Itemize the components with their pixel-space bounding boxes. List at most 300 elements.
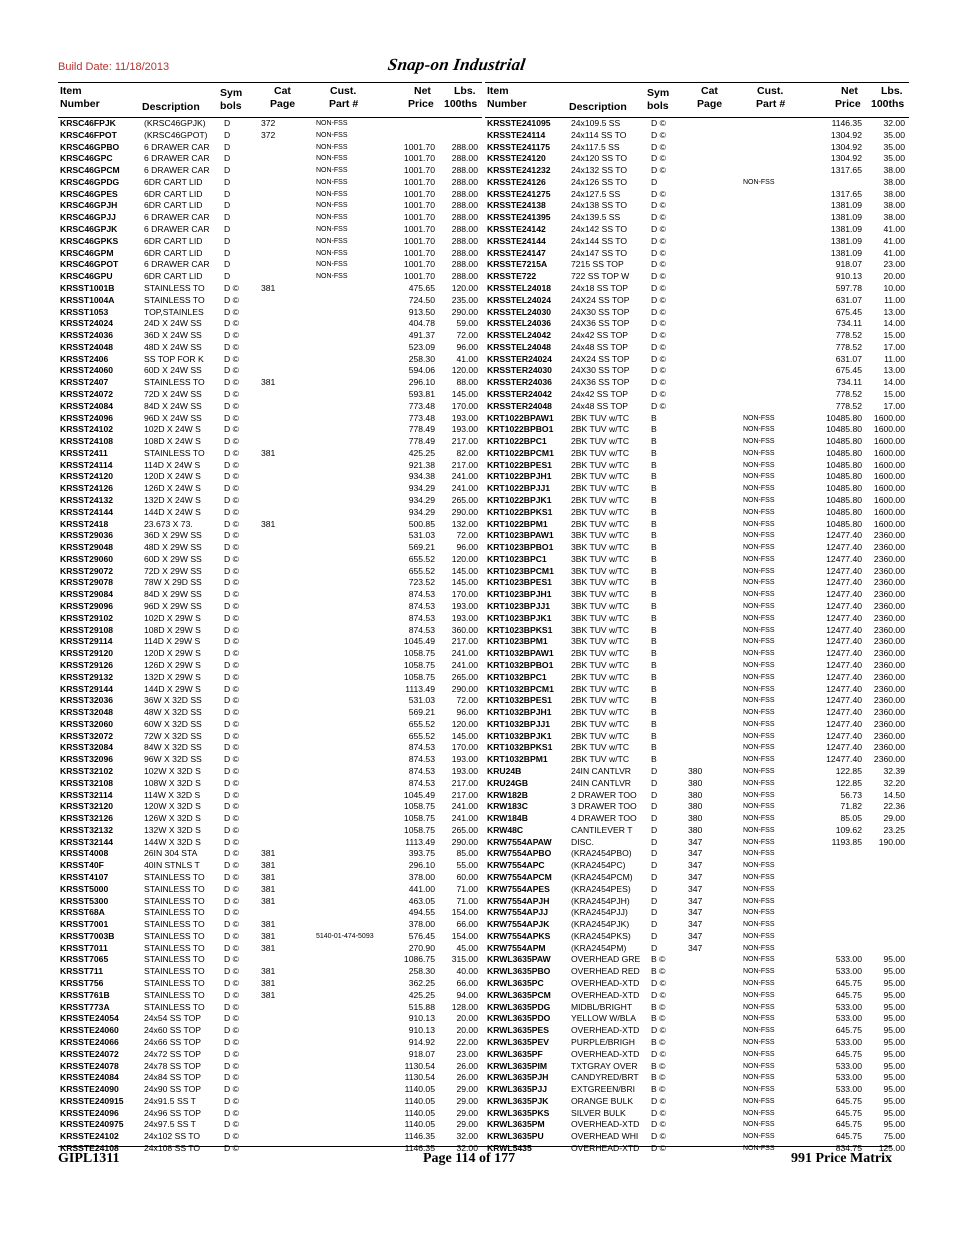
item-number-cell: KRSST7001 [60,919,109,930]
description-cell: 26IN 304 STA [144,848,198,859]
table-row [58,966,482,978]
description-cell: 108D X 24W S [144,436,201,447]
symbols-cell: D © [224,1107,239,1118]
symbols-cell: B [651,459,657,470]
description-cell: 60D X 29W SS [144,553,202,564]
item-number-cell: KRSST2411 [60,447,108,458]
table-row [58,295,482,307]
symbols-cell: D [224,129,231,140]
symbols-cell: D © [651,377,666,388]
symbols-cell: D © [224,471,239,482]
weight-lbs-cell: 1600.00 [873,518,905,529]
item-number-cell: KRSST1053 [60,306,109,317]
symbols-cell: D © [224,282,239,293]
symbols-cell: D © [224,695,239,706]
item-number-cell: KRT1032BPC1 [487,671,547,682]
table-row [485,530,909,542]
symbols-cell: D © [651,212,666,223]
weight-lbs-cell: 193.00 [451,754,478,765]
symbols-cell: B [651,659,657,670]
item-number-cell: KRSSTE24120 [487,153,546,164]
description-cell: STAINLESS TO [144,294,205,305]
item-number-cell: KRSST32108 [60,777,114,788]
description-cell: 48D X 24W SS [144,341,202,352]
item-number-cell: KRSST756 [60,978,104,989]
table-row [485,1049,909,1061]
table-row [485,577,909,589]
net-price-cell: 1058.75 [403,659,435,670]
symbols-cell: D © [224,577,239,588]
header-net-bottom: Price [408,98,434,110]
description-cell: DISC. [571,836,594,847]
table-row [58,1131,482,1143]
net-price-cell: 12477.40 [826,565,862,576]
table-row [485,931,909,943]
weight-lbs-cell: 85.00 [456,848,478,859]
description-cell: 144W X 32D S [144,836,201,847]
item-number-cell: KRSST32114 [60,789,113,800]
customer-part-cell: NON-FSS [316,120,348,127]
description-cell: STAINLESS TO [144,872,205,882]
build-date: Build Date: 11/18/2013 [58,61,170,73]
net-price-cell: 1140.05 [404,1084,435,1095]
customer-part-cell: NON-FSS [743,1050,775,1058]
customer-part-cell: NON-FSS [743,850,775,858]
item-number-cell: KRSC46GPJK [60,224,118,235]
customer-part-cell: NON-FSS [316,143,348,151]
symbols-cell: D © [651,1095,666,1106]
description-cell: 120W X 32D S [144,801,201,812]
table-row [485,1131,909,1143]
item-number-cell: KRT1022BPKS1 [487,506,553,517]
symbols-cell: D © [224,636,239,647]
table-row [58,236,482,248]
weight-lbs-cell: 22.36 [883,801,905,812]
table-row [485,613,909,625]
table-row [58,742,482,754]
table-row [485,1025,909,1037]
net-price-cell: 500.85 [408,518,435,529]
weight-lbs-cell: 145.00 [451,565,478,576]
description-cell: 6 DRAWER CAR [144,141,210,152]
symbols-cell: B [651,436,657,447]
item-number-cell: KRSST24132 [60,495,114,505]
weight-lbs-cell: 288.00 [451,212,478,223]
weight-lbs-cell: 2360.00 [873,553,905,564]
item-number-cell: KRWL3635PU [487,1131,544,1142]
table-row [58,825,482,837]
net-price-cell: 10485.80 [826,506,862,517]
net-price-cell: 910.13 [408,1013,435,1024]
catalog-page-cell: 381 [261,860,276,871]
table-row [485,153,909,165]
weight-lbs-cell: 193.00 [451,424,478,435]
net-price-cell: 934.29 [408,506,435,517]
left-rows [58,118,482,1155]
table-row [58,542,482,554]
item-number-cell: KRSSTEL24036 [487,318,552,329]
weight-lbs-cell: 241.00 [451,659,478,670]
customer-part-cell: NON-FSS [743,756,775,764]
table-row [485,1037,909,1049]
description-cell: 72W X 32D SS [144,730,202,741]
customer-part-cell: NON-FSS [743,1038,775,1046]
item-number-cell: KRT1032BPBO1 [487,659,554,670]
item-number-cell: KRSSTE24114 [487,129,546,140]
table-row [58,566,482,578]
weight-lbs-cell: 95.00 [883,1013,905,1024]
table-row [485,896,909,908]
net-price-cell: 918.07 [408,1048,435,1059]
item-number-cell: KRSC46GPOT [60,259,119,270]
weight-lbs-cell: 2360.00 [873,577,905,588]
weight-lbs-cell: 72.00 [456,330,478,341]
net-price-cell: 475.65 [408,282,435,293]
item-number-cell: KRT1023BPAW1 [487,530,554,541]
weight-lbs-cell: 1600.00 [873,412,905,423]
weight-lbs-cell: 14.00 [883,377,905,388]
table-row [58,530,482,542]
weight-lbs-cell: 1600.00 [873,483,905,494]
description-cell: 24X30 SS TOP [571,306,630,317]
customer-part-cell: NON-FSS [743,720,775,728]
net-price-cell: 531.03 [408,695,435,706]
table-row [485,943,909,955]
header-cust-top: Cust. [330,85,357,97]
symbols-cell: D © [651,1025,666,1036]
weight-lbs-cell: 2360.00 [873,707,905,718]
symbols-cell: B [651,754,657,765]
header-sym-top: Sym [220,87,243,99]
table-row [485,1084,909,1096]
weight-lbs-cell: 241.00 [451,483,478,494]
weight-lbs-cell: 2360.00 [873,718,905,729]
symbols-cell: D © [224,801,239,812]
symbols-cell: D © [224,848,239,859]
symbols-cell: D [651,930,658,941]
net-price-cell: 122.85 [835,777,862,788]
weight-lbs-cell: 241.00 [451,813,478,824]
description-cell: 84D X 29W SS [144,589,202,600]
weight-lbs-cell: 1600.00 [873,506,905,517]
symbols-cell: D © [224,601,239,612]
table-row [485,978,909,990]
description-cell: 24x120 SS TO [571,153,628,164]
table-row [58,483,482,495]
weight-lbs-cell: 217.00 [451,636,478,647]
table-row [58,943,482,955]
symbols-cell: B [651,518,657,529]
weight-lbs-cell: 2360.00 [873,695,905,706]
table-row [485,283,909,295]
description-cell: 126D X 29W S [144,659,201,670]
net-price-cell: 1317.65 [830,188,862,199]
net-price-cell: 918.07 [835,259,862,270]
description-cell: 24x48 SS TOP [571,341,629,352]
net-price-cell: 593.81 [408,388,435,399]
item-number-cell: KRT1022BPJK1 [487,495,552,505]
item-number-cell: KRSST32060 [60,718,114,729]
symbols-cell: D © [224,671,239,682]
description-cell: 2BK TUV w/TC [571,742,630,753]
item-number-cell: KRSSTEL24030 [487,306,552,317]
symbols-cell: D © [651,235,666,246]
table-row [58,1072,482,1084]
item-number-cell: KRSSTE241275 [487,188,551,199]
item-number-cell: KRT1023BPJJ1 [487,601,551,612]
net-price-cell: 258.30 [408,966,435,977]
item-number-cell: KRSSTEL24042 [487,330,552,341]
net-price-cell: 12477.40 [826,624,862,635]
item-number-cell: KRW7554APAW [487,836,552,847]
net-price-cell: 12477.40 [826,659,862,670]
symbols-cell: B [651,483,657,494]
symbols-cell: D © [224,1131,239,1142]
item-number-cell: KRT1022BPES1 [487,459,552,470]
table-row [485,731,909,743]
customer-part-cell: NON-FSS [316,249,348,257]
symbols-cell: D [651,872,658,882]
table-row [58,577,482,589]
net-price-cell: 934.38 [408,471,435,482]
weight-lbs-cell: 2360.00 [873,624,905,635]
symbols-cell: D [224,188,231,199]
description-cell: 24x66 SS TOP [144,1036,202,1047]
description-cell: 102W X 32D S [144,765,201,776]
header-description: Description [569,101,627,113]
item-number-cell: KRSST2407 [60,377,109,388]
symbols-cell: B [651,742,657,753]
table-row [485,848,909,860]
item-number-cell: KRSST24024 [60,318,114,329]
table-row [58,165,482,177]
description-cell: 144D X 29W S [144,683,201,694]
table-row [58,1108,482,1120]
weight-lbs-cell: 288.00 [451,188,478,199]
net-price-cell: 12477.40 [826,754,862,765]
table-row [58,118,482,130]
item-number-cell: KRSSTE241095 [487,118,551,128]
customer-part-cell: NON-FSS [743,732,775,740]
header-lbs-bottom: 100ths [444,98,478,110]
net-price-cell: 71.82 [840,801,862,812]
table-row [485,601,909,613]
symbols-cell: D [224,224,231,235]
symbols-cell: B [651,412,657,423]
weight-lbs-cell: 41.00 [883,224,905,235]
description-cell: 6 DRAWER CAR [144,212,210,223]
net-price-cell: 1193.85 [831,836,862,847]
table-row [58,801,482,813]
net-price-cell: 874.53 [408,742,435,753]
table-row [58,1037,482,1049]
symbols-cell: D © [224,789,239,800]
item-number-cell: KRSC46FPJK [60,118,116,128]
item-number-cell: KRSSTE24142 [487,224,546,235]
item-number-cell: KRSST32132 [60,824,114,835]
net-price-cell: 1058.75 [403,671,435,682]
table-row [485,625,909,637]
net-price-cell: 296.10 [408,377,435,388]
weight-lbs-cell: 217.00 [451,789,478,800]
description-cell: YELLOW W/BLA [571,1013,636,1024]
symbols-cell: D © [224,459,239,470]
item-number-cell: KRW7554APJH [487,895,550,906]
description-cell: 24x42 SS TOP [571,388,629,399]
weight-lbs-cell: 2360.00 [873,754,905,765]
customer-part-cell: NON-FSS [743,461,775,469]
item-number-cell: KRT1023BPJK1 [487,612,552,623]
symbols-cell: D © [224,530,239,541]
net-price-cell: 655.52 [408,730,435,741]
item-number-cell: KRSST24084 [60,400,114,411]
item-number-cell: KRSST24096 [60,412,114,423]
weight-lbs-cell: 145.00 [451,577,478,588]
net-price-cell: 12477.40 [826,636,862,647]
symbols-cell: D © [651,306,666,317]
weight-lbs-cell: 154.00 [451,907,478,918]
catalog-page-cell: 381 [261,848,276,859]
net-price-cell: 569.21 [408,707,435,718]
table-row [485,342,909,354]
net-price-cell: 675.45 [835,306,862,317]
table-row [58,401,482,413]
net-price-cell: 441.00 [408,883,435,894]
table-row [485,754,909,766]
weight-lbs-cell: 72.00 [456,530,478,541]
item-number-cell: KRSST32120 [60,801,114,812]
description-cell: 3BK TUV w/TC [571,565,630,576]
table-row [485,589,909,601]
table-row [58,271,482,283]
net-price-cell: 1113.49 [405,683,435,694]
item-number-cell: KRSC46GPJH [60,200,118,211]
right-rows [485,118,909,1155]
description-cell: 132D X 24W S [144,495,201,505]
customer-part-cell: NON-FSS [743,426,775,434]
weight-lbs-cell: 40.00 [456,966,478,977]
description-cell: 2BK TUV w/TC [571,648,630,659]
weight-lbs-cell: 235.00 [451,294,478,305]
net-price-cell: 631.07 [835,294,862,305]
item-number-cell: KRT1022BPC1 [487,436,547,447]
net-price-cell: 533.00 [835,1001,862,1012]
item-number-cell: KRSSTE240975 [60,1119,124,1130]
table-row [485,118,909,130]
net-price-cell: 12477.40 [826,707,862,718]
description-cell: STAINLESS TO [144,930,205,941]
weight-lbs-cell: 315.00 [451,954,478,965]
table-row [485,259,909,271]
table-row [485,389,909,401]
symbols-cell: B © [651,1084,666,1095]
net-price-cell: 645.75 [835,1107,862,1118]
net-price-cell: 491.37 [408,330,435,341]
description-cell: 96W X 32D SS [144,754,202,765]
item-number-cell: KRT1032BPCM1 [487,683,554,694]
item-number-cell: KRSST24072 [60,388,114,399]
column-header [485,82,909,118]
net-price-cell: 1058.75 [403,824,435,835]
description-cell: OVERHEAD-XTD [571,978,640,989]
description-cell: CANDYRED/BRT [571,1072,639,1083]
item-number-cell: KRSST29078 [60,577,114,588]
net-price-cell: 12477.40 [826,589,862,600]
net-price-cell: 910.13 [408,1025,435,1036]
item-number-cell: KRSST68A [60,907,105,918]
symbols-cell: D © [224,483,239,494]
symbols-cell: D © [651,247,666,258]
customer-part-cell: NON-FSS [316,131,348,139]
description-cell: 24x127.5 SS [571,188,621,199]
weight-lbs-cell: 96.00 [456,341,478,352]
description-cell: 6DR CART LID [144,200,203,211]
item-number-cell: KRSST773A [60,1001,110,1012]
symbols-cell: D © [224,330,239,341]
item-number-cell: KRT1022BPJH1 [487,471,552,482]
symbols-cell: B [651,577,657,588]
description-cell: 3BK TUV w/TC [571,612,630,623]
symbols-cell: D [224,235,231,246]
header-cat-bottom: Page [270,98,296,110]
net-price-cell: 378.00 [408,872,435,882]
customer-part-cell: NON-FSS [316,155,348,163]
table-row [58,142,482,154]
symbols-cell: D [224,176,231,187]
customer-part-cell: NON-FSS [743,1097,775,1105]
description-cell: 2BK TUV w/TC [571,730,630,741]
item-number-cell: KRWL3635PJK [487,1095,549,1106]
item-number-cell: KRT1032BPAW1 [487,648,554,659]
description-cell: 24x97.5 SS T [144,1119,196,1130]
item-number-cell: KRSC46GPDG [60,176,120,187]
net-price-cell: 1317.65 [830,165,862,176]
description-cell: 2 DRAWER TOO [571,789,637,800]
item-number-cell: KRSSTE241232 [487,165,551,176]
symbols-cell: D © [224,836,239,847]
net-price-cell: 533.00 [835,1060,862,1071]
net-price-cell: 1045.49 [403,789,435,800]
net-price-cell: 874.53 [408,777,435,788]
net-price-cell: 778.52 [835,330,862,341]
weight-lbs-cell: 38.00 [883,200,905,211]
weight-lbs-cell: 15.00 [883,330,905,341]
table-row [485,778,909,790]
customer-part-cell: NON-FSS [743,685,775,693]
table-row [485,884,909,896]
weight-lbs-cell: 29.00 [456,1119,478,1130]
symbols-cell: D © [224,624,239,635]
weight-lbs-cell: 95.00 [883,978,905,989]
description-cell: 108W X 32D S [144,777,201,788]
header-cust-bottom: Part # [329,98,359,110]
customer-part-cell: NON-FSS [316,167,348,175]
weight-lbs-cell: 1600.00 [873,471,905,482]
catalog-page-cell: 347 [688,883,703,894]
description-cell: 6DR CART LID [144,176,203,187]
customer-part-cell: NON-FSS [316,261,348,269]
symbols-cell: D © [651,341,666,352]
symbols-cell: D © [224,1142,239,1153]
weight-lbs-cell: 23.00 [456,1048,478,1059]
header-description: Description [142,101,200,113]
net-price-cell: 404.78 [408,318,435,329]
catalog-page-cell: 380 [688,824,703,835]
weight-lbs-cell: 1600.00 [873,447,905,458]
description-cell: 24x147 SS TO [571,247,628,258]
description-cell: 102D X 24W S [144,424,201,435]
symbols-cell: D © [224,942,239,953]
